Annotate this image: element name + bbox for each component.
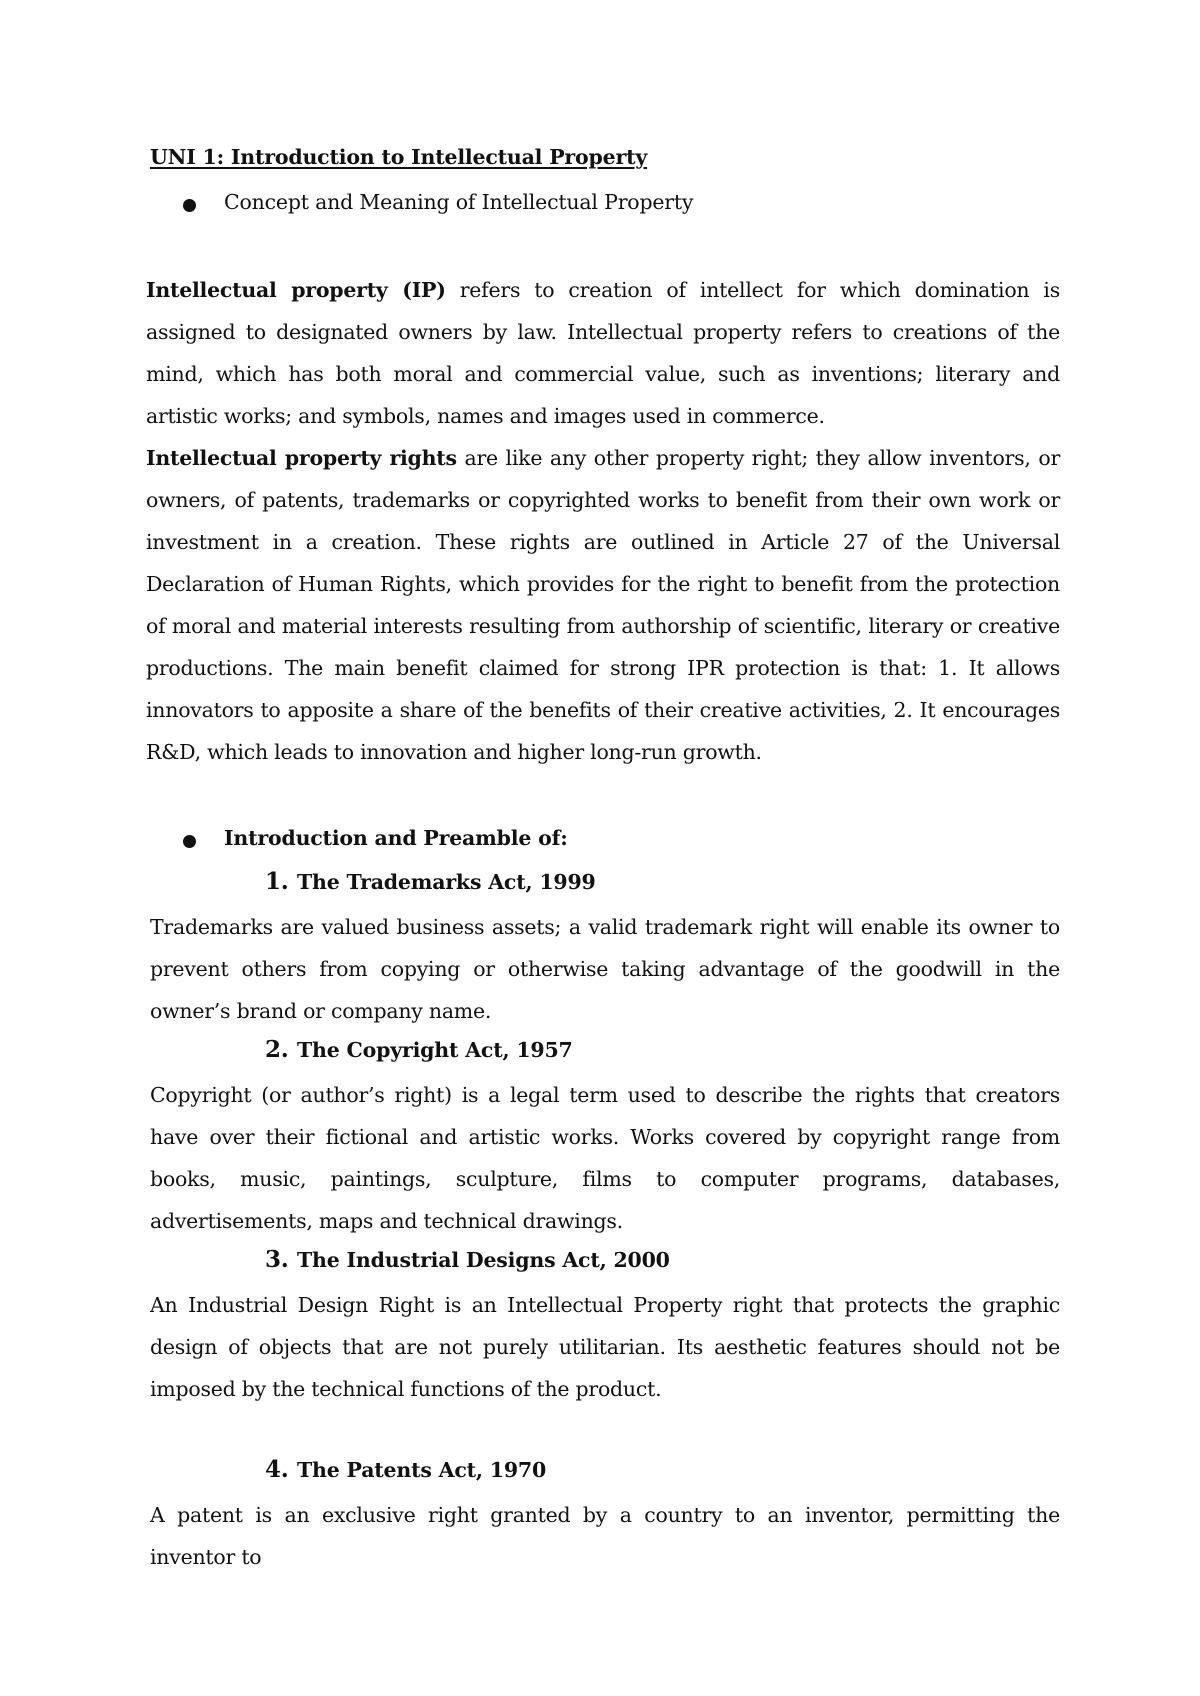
act-number: 1. xyxy=(265,868,289,895)
act-description: An Industrial Design Right is an Intellectual Property right that protects the graphic design of objects that are not purely utilitarian. Its aesthetic features should not be imposed by the technical functions of the product. xyxy=(150,1293,1060,1401)
bullet-dot xyxy=(183,199,196,212)
act-heading xyxy=(265,1036,573,1063)
act-heading xyxy=(265,1456,546,1483)
bullet-concept-meaning: Concept and Meaning of Intellectual Property xyxy=(224,190,694,214)
ip-definition-paragraph xyxy=(146,269,1060,437)
act-description: Trademarks are valued business assets; a valid trademark right will enable its owner to prevent others from copying or otherwise taking advantage of the goodwill in the owner’s brand or company name. xyxy=(150,915,1060,1023)
act-number: 3. xyxy=(265,1246,289,1273)
act-name: The Copyright Act, 1957 xyxy=(297,1038,573,1062)
act-heading xyxy=(265,1246,670,1273)
ipr-term: Intellectual property rights xyxy=(146,446,457,470)
act-number: 4. xyxy=(265,1456,289,1483)
act-heading xyxy=(265,868,596,895)
bullet-dot xyxy=(183,835,196,848)
act-name: The Patents Act, 1970 xyxy=(297,1458,547,1482)
ipr-text: are like any other property right; they allow inventors, or owners, of patents, trademarks or copyrighted works to benefit from their own work or investment in a creation. These rights are outlined in Article 27 of the Universal Declaration of Human Rights, which provides for the right to benefit from the protection of moral and material interests resulting from authorship of scientific, literary or creative productions. The main benefit claimed for strong IPR protection is that: 1. It allows innovators to apposite a share of the benefits of their creative activities, 2. It encourages R&D, which leads to innovation and higher long-run growth. xyxy=(146,446,1060,764)
document-title: UNI 1: Introduction to Intellectual Property xyxy=(150,145,648,169)
act-name: The Industrial Designs Act, 2000 xyxy=(297,1248,670,1272)
bullet-introduction-preamble: Introduction and Preamble of: xyxy=(224,826,568,850)
ip-definition-text: refers to creation of intellect for which domination is assigned to designated owners by law. Intellectual property refers to creations of the mind, which has both moral and commercial value, such as inventions; literary and artistic works; and symbols, names and images used in commerce. xyxy=(146,278,1061,428)
ip-term: Intellectual property (IP) xyxy=(146,278,446,302)
act-description: Copyright (or author’s right) is a legal term used to describe the rights that creators have over their fictional and artistic works. Works covered by copyright range from books, music, paintings, sculpture, films to computer programs, databases, advertisements, maps and technical drawings. xyxy=(150,1083,1060,1233)
act-number: 2. xyxy=(265,1036,289,1063)
act-name: The Trademarks Act, 1999 xyxy=(297,870,596,894)
ipr-paragraph xyxy=(146,437,1060,773)
act-description: A patent is an exclusive right granted by a country to an inventor, permitting the inventor to xyxy=(150,1503,1060,1569)
